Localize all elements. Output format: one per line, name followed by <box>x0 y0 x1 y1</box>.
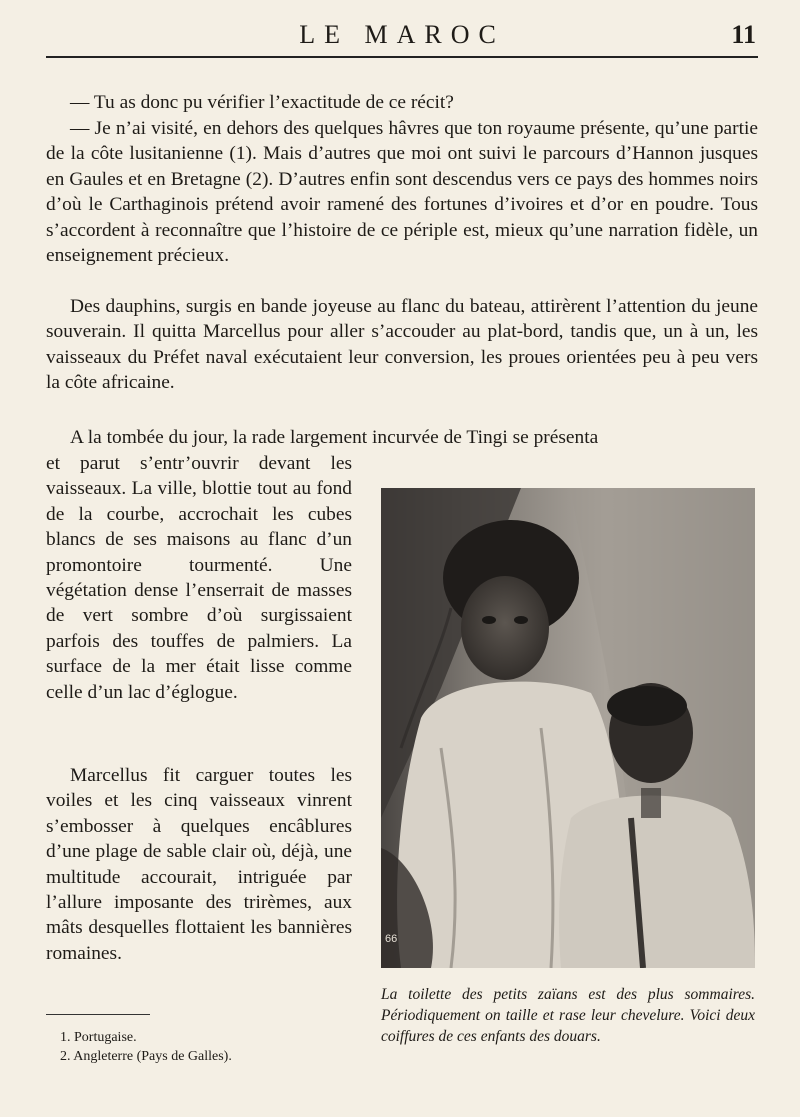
header-rule <box>46 56 758 58</box>
paragraph: — Tu as donc pu vérifier l’exactitude de ce récit? <box>70 92 454 113</box>
footnote-rule <box>46 1014 150 1015</box>
child-face <box>461 576 549 680</box>
footnote: 2. Angleterre (Pays de Galles). <box>60 1049 232 1064</box>
running-title: LE MAROC <box>299 20 505 49</box>
paragraph: Marcellus fit carguer toutes les voiles et les cinq vaisseaux vinrent s’embosser à quelques encâblures d’une plage de sable clair où, déjà, une multitude accourait, intriguée par l’allure imposante des trirèmes, aux mâts desquelles flottaient les bannières romaines. <box>46 765 352 964</box>
paragraph-continued: et parut s’entr’ouvrir devant les vaisseaux. La ville, blottie tout au fond de la courbe, accrochait les cubes blancs de ses maisons au flanc d’un promontoire tourmenté. Une végétation dense l’enserrait de masses de vert sombre d’où surgissaient parfois des touffes de palmiers. La surface de la mer était lisse comme celle d’un lac d’églogue. <box>46 453 352 703</box>
paragraph: A la tombée du jour, la rade largement incurvée de Tingi se présenta <box>70 427 599 448</box>
paragraph: Des dauphins, surgis en bande joyeuse au flanc du bateau, attirèrent l’attention du jeune souverain. Il quitta Marcellus pour aller s’accouder au plat-bord, tandis que, un à un, les vaisseaux du Préfet naval exécutaient leur conversion, les proues orientées peu à peu vers la côte africaine. <box>46 296 758 394</box>
running-header <box>46 14 758 54</box>
footnotes <box>60 1028 380 1066</box>
photograph-two-children <box>381 488 755 968</box>
photo-illustration <box>381 488 755 968</box>
photo-caption: La toilette des petits zaïans est des plus sommaires. Périodiquement on taille et rase leur chevelure. Voici deux coiffures de ces enfants des douars. <box>381 986 755 1045</box>
page-number: 11 <box>731 20 756 49</box>
second-child-robe <box>559 796 755 969</box>
plate-number: 66 <box>385 933 398 945</box>
paragraph: — Je n’ai visité, en dehors des quelques hâvres que ton royaume présente, qu’une partie de la côte lusitanienne (1). Mais d’autres que moi ont suivi le parcours d’Hannon jusques en Gaules et en Bretagne (2). D’autres enfin sont descendus vers ce pays des hommes noirs d’où le Carthaginois prétend avoir ramené des fortunes d’ivoires et d’or en poudre. Tous s’accordent à reconnaître que l’histoire de ce périple est, mieux qu’une narration fidèle, un enseignement précieux. <box>46 118 758 267</box>
footnote: 1. Portugaise. <box>60 1030 137 1045</box>
